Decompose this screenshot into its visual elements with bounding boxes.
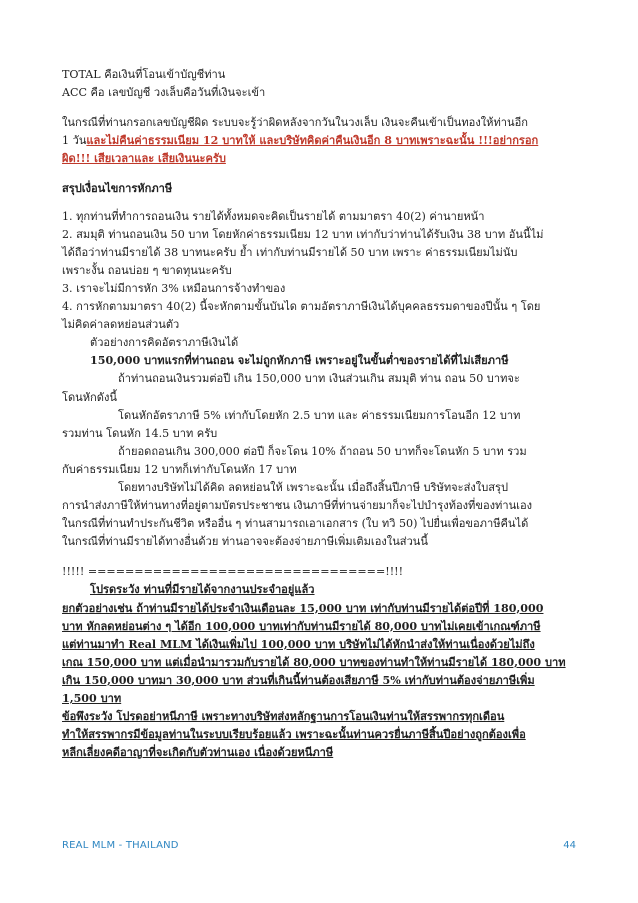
example-d-line4: ในกรณีที่ท่านมีรายได้ทางอื่นด้วย ท่านอาจจะต้องจ่ายภาษีเพิ่มเติมเองในส่วนนี้: [62, 535, 428, 549]
warning-line1: ยกตัวอย่างเช่น ถ้าท่านมีรายได้ประจำเงินเดือนละ 15,000 บาท เท่ากับท่านมีรายได้ต่อปีที่ 180,000: [62, 601, 544, 615]
warning-line9: หลีกเลี่ยงคดีอาญาที่จะเกิดกับตัวท่านเอง เนื่องด้วยหนีภาษี: [62, 746, 334, 760]
warning-divider: !!!!! ================================!!!!: [62, 565, 404, 579]
tax-item-2-line2: ได้ถือว่าท่านมีรายได้ 38 บาทนะครับ ย้ำ เท่ากับท่านมีรายได้ 50 บาท เพราะ ค่าธรรมเนียมไม่นับ: [62, 245, 518, 259]
tax-item-3: 3. เราจะไม่มีการหัก 3% เหมือนการจ้างทำของ: [62, 281, 286, 295]
definition-total: TOTAL คือเงินที่โอนเข้าบัญชีท่าน: [62, 68, 226, 81]
example-title: ตัวอย่างการคิดอัตราภาษีเงินได้: [90, 336, 239, 350]
tax-item-4-line2: ไม่คิดค่าลดหย่อนส่วนตัว: [62, 318, 180, 332]
example-d-line3: ในกรณีที่ท่านทำประกันชีวิต หรืออื่น ๆ ท่านสามารถเอาเอกสาร (ใบ ทวิ 50) ไปยื่นเพื่อขอภาษีคืนได้: [62, 517, 529, 531]
footer-brand: REAL MLM - THAILAND: [62, 840, 179, 851]
warning-line7: ข้อพึงระวัง โปรดอย่าหนีภาษี เพราะทางบริษัทส่งหลักฐานการโอนเงินท่านให้สรรพากรทุกเดือน: [62, 710, 505, 724]
tax-item-1: 1. ทุกท่านที่ทำการถอนเงิน รายได้ทั้งหมดจะคิดเป็นรายได้ ตามมาตรา 40(2) ค่านายหน้า: [62, 209, 485, 223]
warning-line8: ทำให้สรรพากรมีข้อมูลท่านในระบบเรียบร้อยแล้ว เพราะฉะนั้นท่านควรยื่นภาษีสิ้นปีอย่างถูกต้องเพื่อ: [62, 728, 526, 742]
warning-line4: เกณ 150,000 บาท แต่เมื่อนำมารวมกับรายได้ 80,000 บาทของท่านทำให้ท่านมีรายได้ 180,000 บาท: [62, 655, 566, 669]
warning-line3: แต่ท่านมาทำ Real MLM ได้เงินเพิ่มไป 100,000 บาท บริษัทไม่ได้หักนำส่งให้ท่านเนื่องด้วยไม่ถึง: [62, 637, 535, 651]
warning-line5: เกิน 150,000 บาทมา 30,000 บาท ส่วนที่เกินนี้ท่านต้องเสียภาษี 5% เท่ากับท่านต้องจ่ายภาษีเพิ่ม: [62, 673, 535, 687]
example-bold-line: 150,000 บาทแรกที่ท่านถอน จะไม่ถูกหักภาษี เพราะอยู่ในขั้นต่ำของรายได้ที่ไม่เสียภาษี: [90, 354, 509, 368]
wrong-account-line3: ผิด!!! เสียเวลาและ เสียเงินนะครับ: [62, 152, 226, 166]
document-body: [62, 66, 582, 762]
example-a-line1: ถ้าท่านถอนเงินรวมต่อปี เกิน 150,000 บาท เงินส่วนเกิน สมมุติ ท่าน ถอน 50 บาทจะ: [118, 372, 520, 386]
example-c-line1: ถ้ายอดถอนเกิน 300,000 ต่อปี ก็จะโดน 10% ถ้าถอน 50 บาทก็จะโดนหัก 5 บาท รวม: [118, 444, 527, 458]
tax-item-2-line3: เพราะงั้น ถอนบ่อย ๆ ขาดทุนนะครับ: [62, 263, 232, 277]
example-b-line2: รวมท่าน โดนหัก 14.5 บาท ครับ: [62, 426, 218, 440]
tax-section-title: สรุปเงื่อนไขการหักภาษี: [62, 182, 173, 196]
example-d-line1: โดยทางบริษัทไม่ได้คิด ลดหย่อนให้ เพราะฉะนั้น เมื่อถึงสิ้นปีภาษี บริษัทจะส่งใบสรุป: [118, 480, 509, 494]
warning-line2: บาท หักลดหย่อนต่าง ๆ ได้อีก 100,000 บาทเท่ากับท่านมีรายได้ 80,000 บาทไม่เคยเข้าเกณฑ์ภาษี: [62, 619, 541, 633]
warning-line6: 1,500 บาท: [62, 692, 122, 705]
tax-item-4-line1: 4. การหักตามมาตรา 40(2) นี้จะหักตามขั้นบันได ตามอัตราภาษีเงินได้บุคคลธรรมดาของปีนั้น ๆ โดย: [62, 300, 541, 314]
wrong-account-warning: และไม่คืนค่าธรรมเนียม 12 บาทให้ และบริษัทคิดค่าคืนเงินอีก 8 บาทเพราะฉะนั้น !!!อย่ากรอก: [86, 134, 539, 148]
wrong-account-line1: ในกรณีที่ท่านกรอกเลขบัญชีผิด ระบบจะรู้ว่าผิดหลังจากวันในวงเล็บ เงินจะคืนเข้าเป็นทองให้ท่านอีก: [62, 116, 528, 130]
warning-title: โปรดระวัง ท่านที่มีรายได้จากงานประจำอยู่แล้ว: [90, 583, 315, 597]
example-a-line2: โดนหักดังนี้: [62, 390, 117, 404]
example-b-line1: โดนหักอัตราภาษี 5% เท่ากับโดยหัก 2.5 บาท และ ค่าธรรมเนียมการโอนอีก 12 บาท: [118, 408, 521, 422]
example-c-line2: กับค่าธรรมเนียม 12 บาทก็เท่ากับโดนหัก 17 บาท: [62, 462, 297, 476]
wrong-account-prefix: 1 วัน: [62, 134, 87, 148]
example-d-line2: การนำส่งภาษีให้ท่านทางที่อยู่ตามบัตรประชาชน เงินภาษีที่ท่านจ่ายมาก็จะไปบำรุงท้องที่ของท่านเอง: [62, 499, 533, 513]
page-number: 44: [563, 840, 576, 851]
definition-acc: ACC คือ เลขบัญชี วงเล็บคือวันที่เงินจะเข้า: [62, 86, 266, 100]
wrong-account-line2: [62, 132, 582, 150]
tax-item-2-line1: 2. สมมุติ ท่านถอนเงิน 50 บาท โดยหักค่าธรรมเนียม 12 บาท เท่ากับว่าท่านได้รับเงิน 38 บาท อันนี้ไม่: [62, 227, 544, 241]
